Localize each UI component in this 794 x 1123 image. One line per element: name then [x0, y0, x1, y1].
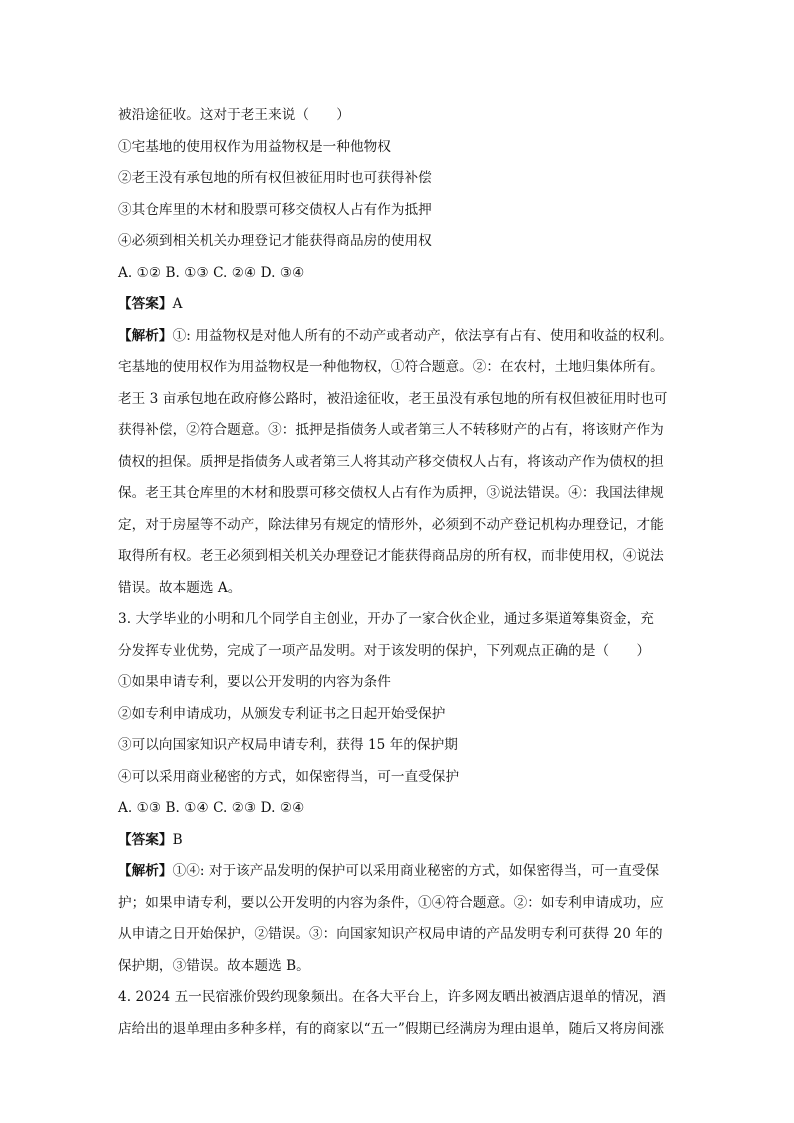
- q3-option-1: ①如果申请专利，要以公开发明的内容为条件: [118, 674, 391, 690]
- q4-stem-line-1: 4. 2024 五一民宿涨价毁约现象频出。在各大平台上，许多网友晒出被酒店退单的情况，酒: [118, 989, 666, 1005]
- q2-analysis-line-9: 错误。故本题选 A。: [118, 579, 242, 596]
- q3-option-3: ③可以向国家知识产权局申请专利，获得 15 年的保护期: [118, 737, 458, 753]
- q2-answer-value: A: [172, 296, 183, 312]
- q4-stem-line-2: 店给出的退单理由多种多样，有的商家以“五一”假期已经满房为理由退单，随后又将房间涨: [118, 1020, 665, 1037]
- q3-analysis-line-1: [118, 856, 678, 888]
- q2-option-3: ③其仓库里的木材和股票可移交债权人占有作为抵押: [118, 201, 432, 218]
- q2-analysis-text-1: ①: 用益物权是对他人所有的不动产或者动产，依法享有占有、使用和收益的权利。: [172, 327, 673, 344]
- q2-answer: [118, 289, 678, 321]
- q3-choices: A. ①③ B. ①④ C. ②③ D. ②④: [118, 800, 305, 816]
- q2-analysis-line-2: 宅基地的使用权作为用益物权是一种他物权，①符合题意。②：在农村，土地归集体所有。: [118, 359, 664, 375]
- q2-stem-tail: 被沿途征收。这对于老王来说（ ）: [118, 107, 350, 123]
- q3-stem-line-1: 3. 大学毕业的小明和几个同学自主创业，开办了一家合伙企业，通过多渠道筹集资金，充: [118, 611, 654, 627]
- q2-analysis-line-1: [118, 321, 678, 353]
- q3-analysis-line-3: 从申请之日开始保护，②错误。③：向国家知识产权局申请的产品发明专利可获得 20 年的: [118, 926, 663, 942]
- q2-analysis-line-3: 老王 3 亩承包地在政府修公路时，被沿途征收，老王虽没有承包地的所有权但被征用时也可: [118, 390, 668, 407]
- q2-choices: A. ①② B. ①③ C. ②④ D. ③④: [118, 264, 305, 281]
- q3-stem-line-2: 分发挥专业优势，完成了一项产品发明。对于该发明的保护，下列观点正确的是（ ）: [118, 642, 651, 659]
- q3-answer-label: 【答案】: [118, 831, 173, 848]
- q2-analysis-label: 【解析】: [118, 327, 173, 344]
- q2-analysis-line-8: 取得所有权。老王必须到相关机关办理登记才能获得商品房的所有权，而非使用权，④说法: [118, 548, 664, 564]
- q3-analysis-text-1: ①④: 对于该产品发明的保护可以采用商业秘密的方式，如保密得当，可一直受保: [172, 863, 660, 879]
- q3-answer-value: B: [172, 831, 183, 848]
- q2-option-4: ④必须到相关机关办理登记才能获得商品房的使用权: [118, 233, 432, 249]
- q3-answer: [118, 825, 678, 857]
- q2-answer-label: 【答案】: [118, 296, 173, 312]
- q2-analysis-line-5: 债权的担保。质押是指债务人或者第三人将其动产移交债权人占有，将该动产作为债权的担: [118, 453, 664, 470]
- page-content: [118, 100, 678, 1045]
- q2-option-2: ②老王没有承包地的所有权但被征用时也可获得补偿: [118, 170, 432, 186]
- q3-analysis-line-2: 护；如果申请专利，要以公开发明的内容为条件，①④符合题意。②：如专利申请成功，应: [118, 894, 664, 911]
- q3-analysis-label: 【解析】: [118, 863, 173, 879]
- q3-option-4: ④可以采用商业秘密的方式，如保密得当，可一直受保护: [118, 768, 460, 785]
- q2-analysis-line-7: 定，对于房屋等不动产，除法律另有规定的情形外，必须到不动产登记机构办理登记，才能: [118, 516, 664, 533]
- q2-analysis-line-6: 保。老王其仓库里的木材和股票可移交债权人占有作为质押，③说法错误。④：我国法律规: [118, 485, 664, 501]
- q2-option-1: ①宅基地的使用权作为用益物权是一种他物权: [118, 138, 391, 155]
- q2-analysis-line-4: 获得补偿，②符合题意。③：抵押是指债务人或者第三人不转移财产的占有，将该财产作为: [118, 422, 664, 438]
- q3-analysis-line-4: 保护期，③错误。故本题选 B。: [118, 957, 310, 974]
- q3-option-2: ②如专利申请成功，从颁发专利证书之日起开始受保护: [118, 705, 446, 722]
